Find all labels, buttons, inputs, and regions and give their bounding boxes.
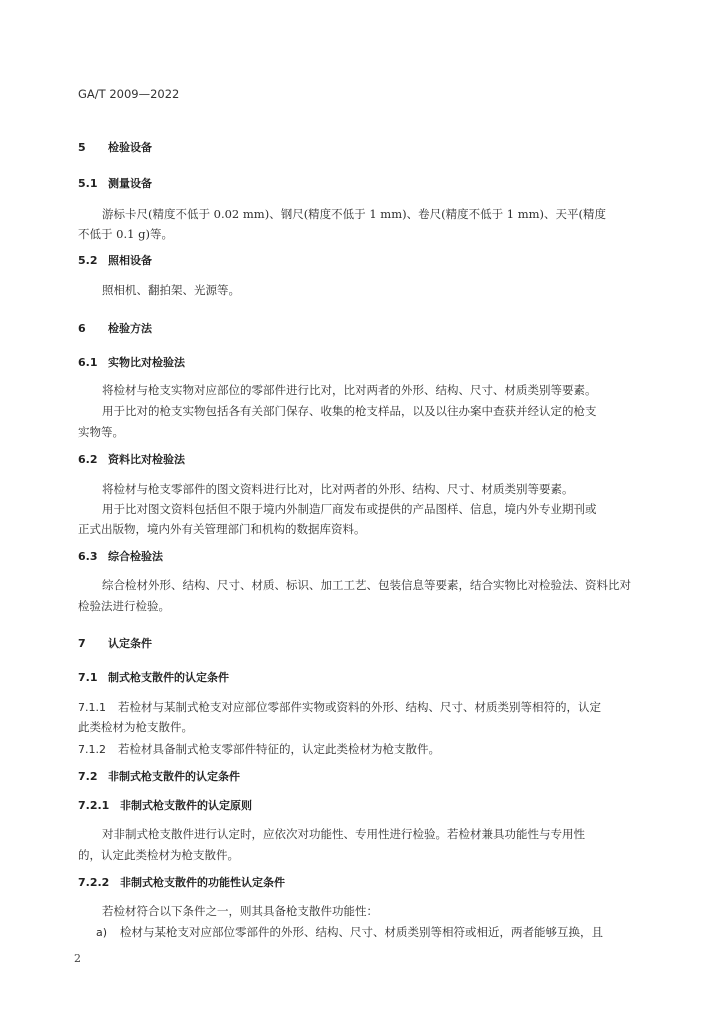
paragraph-line: 若检材符合以下条件之一，则其具备枪支散件功能性：: [102, 904, 378, 918]
section-6-1-heading: [78, 356, 185, 370]
section-title: 检验方法: [108, 322, 152, 335]
list-item-text: 检材与某枪支对应部位零部件的外形、结构、尺寸、材质类别等相符或相近，两者能够互换，且: [120, 925, 603, 939]
list-item-label: a): [96, 926, 108, 939]
page-number: 2: [74, 952, 81, 965]
clause-text: 若检材具备制式枪支零部件特征的，认定此类检材为枪支散件。: [118, 742, 440, 756]
clause-7-1-2: [78, 742, 440, 757]
section-number: 7.2.2: [78, 876, 110, 889]
section-number: 7.2.1: [78, 799, 110, 812]
paragraph-line: 用于比对图文资料包括但不限于境内外制造厂商发布或提供的产品图样、信息，境内外专业期刊或: [102, 502, 597, 516]
section-6-heading: [78, 322, 152, 336]
section-title: 资料比对检验法: [108, 453, 185, 466]
section-6-2-heading: [78, 453, 185, 467]
paragraph-line: 照相机、翻拍架、光源等。: [102, 283, 240, 297]
section-number: 6.3: [78, 550, 98, 563]
section-title: 实物比对检验法: [108, 356, 185, 369]
section-title: 制式枪支散件的认定条件: [108, 671, 229, 684]
section-5-heading: [78, 141, 152, 155]
section-7-2-2-heading: [78, 876, 285, 890]
section-title: 检验设备: [108, 141, 152, 154]
paragraph-line: 将检材与枪支实物对应部位的零部件进行比对，比对两者的外形、结构、尺寸、材质类别等要素。: [102, 383, 597, 397]
section-number: 6: [78, 322, 86, 335]
section-number: 5.2: [78, 254, 98, 267]
section-title: 非制式枪支散件的认定原则: [120, 799, 252, 812]
section-number: 5.1: [78, 177, 98, 190]
section-5-1-heading: [78, 177, 152, 191]
section-7-1-heading: [78, 671, 229, 685]
clause-7-1-1-line-1: [78, 700, 601, 715]
section-title: 测量设备: [108, 177, 152, 190]
paragraph-line: 此类检材为枪支散件。: [78, 720, 193, 734]
paragraph-line: 检验法进行检验。: [78, 599, 170, 613]
section-7-2-1-heading: [78, 799, 252, 813]
section-7-heading: [78, 637, 152, 651]
section-title: 非制式枪支散件的认定条件: [108, 770, 240, 783]
list-item-a: [96, 925, 603, 940]
section-title: 非制式枪支散件的功能性认定条件: [120, 876, 285, 889]
section-title: 综合检验法: [108, 550, 163, 563]
section-number: 7.1: [78, 671, 98, 684]
paragraph-line: 用于比对的枪支实物包括各有关部门保存、收集的枪支样品，以及以往办案中查获并经认定的枪支: [102, 404, 597, 418]
section-number: 7.2: [78, 770, 98, 783]
section-5-2-heading: [78, 254, 152, 268]
section-6-3-heading: [78, 550, 163, 564]
paragraph-line: 综合检材外形、结构、尺寸、材质、标识、加工工艺、包装信息等要素，结合实物比对检验法、资料比对: [102, 578, 631, 592]
section-number: 6.2: [78, 453, 98, 466]
paragraph-line: 对非制式枪支散件进行认定时，应依次对功能性、专用性进行检验。若检材兼具功能性与专用性: [102, 827, 585, 841]
paragraph-line: 将检材与枪支零部件的图文资料进行比对，比对两者的外形、结构、尺寸、材质类别等要素。: [102, 482, 574, 496]
section-title: 照相设备: [108, 254, 152, 267]
paragraph-line: 不低于 0.1 g)等。: [78, 227, 173, 241]
section-number: 5: [78, 141, 86, 154]
section-7-2-heading: [78, 770, 240, 784]
paragraph-line: 的，认定此类检材为枪支散件。: [78, 848, 239, 862]
clause-number: 7.1.1: [78, 701, 106, 714]
paragraph-line: 实物等。: [78, 425, 124, 439]
clause-text: 若检材与某制式枪支对应部位零部件实物或资料的外形、结构、尺寸、材质类别等相符的，认定: [118, 700, 601, 714]
section-title: 认定条件: [108, 637, 152, 650]
paragraph-line: 正式出版物，境内外有关管理部门和机构的数据库资料。: [78, 522, 366, 536]
paragraph-line: 游标卡尺(精度不低于 0.02 mm)、钢尺(精度不低于 1 mm)、卷尺(精度不低于 1 mm)、天平(精度: [102, 207, 607, 221]
clause-number: 7.1.2: [78, 743, 106, 756]
section-number: 7: [78, 637, 86, 650]
standard-number: GA/T 2009—2022: [78, 87, 180, 101]
section-number: 6.1: [78, 356, 98, 369]
